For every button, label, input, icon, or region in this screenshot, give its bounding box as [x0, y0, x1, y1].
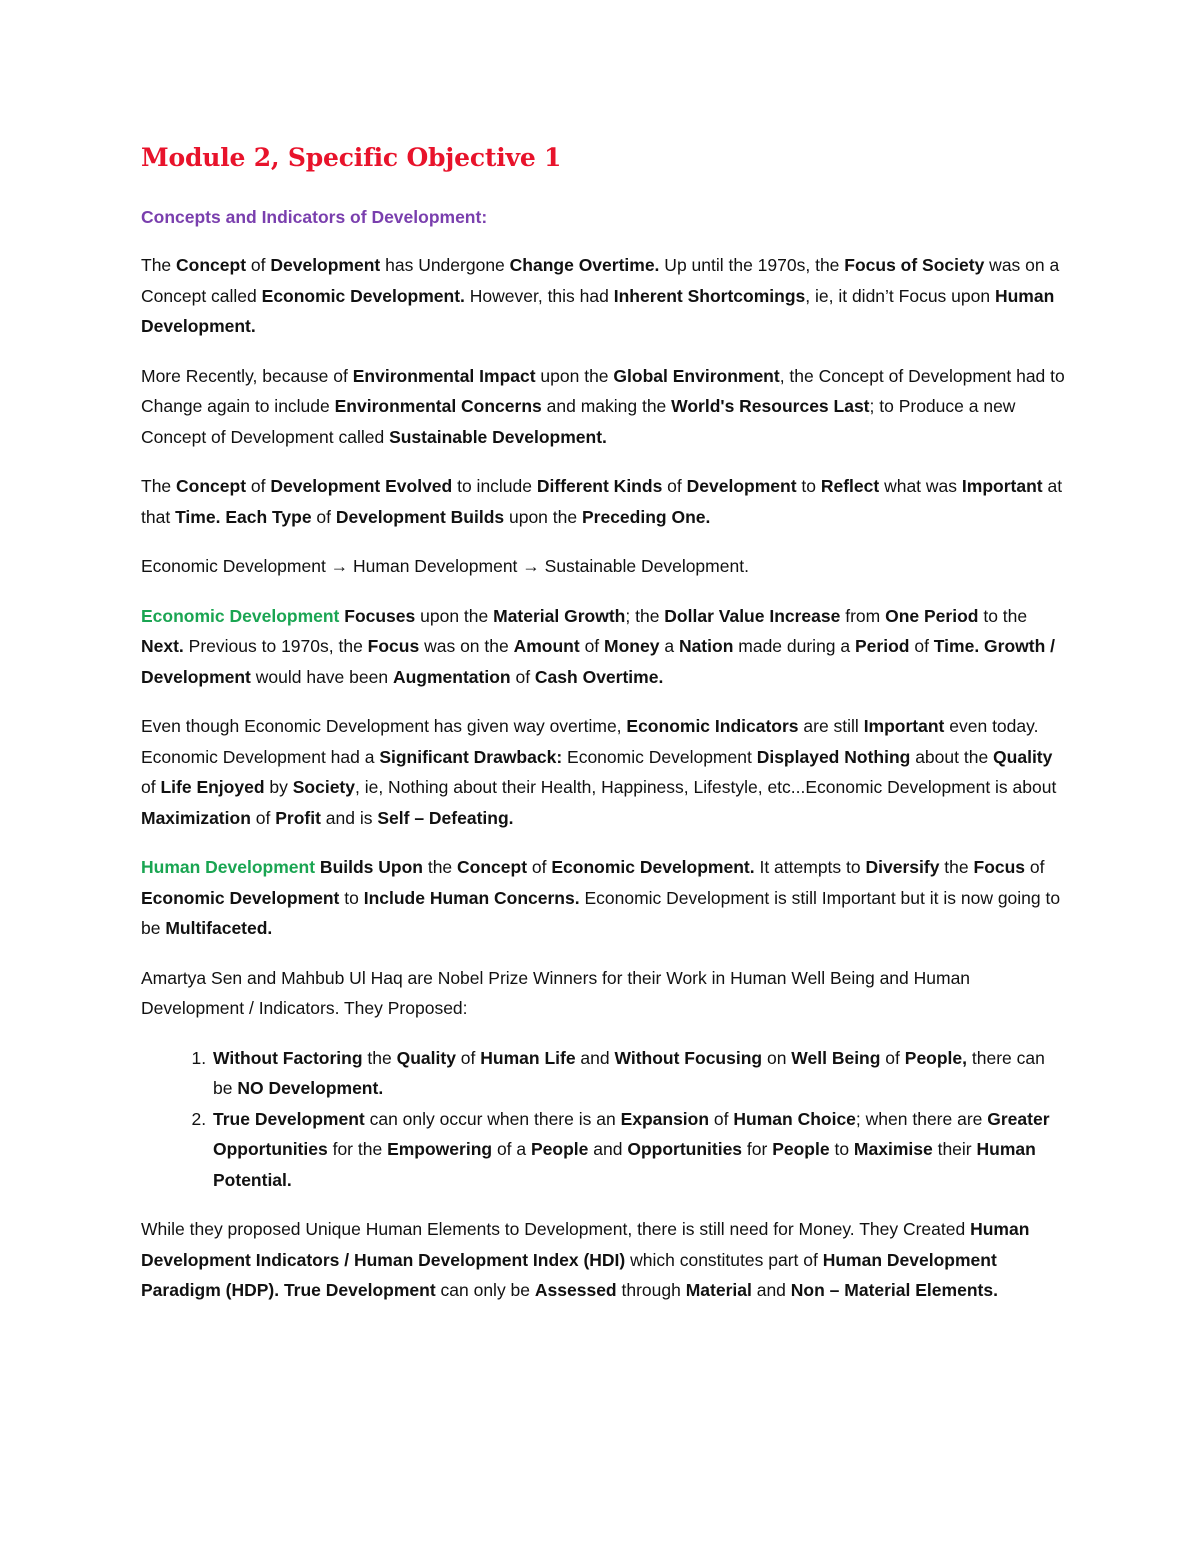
bold-term: Cash Overtime. [534, 666, 664, 687]
bold-term: Without Factoring [213, 1047, 363, 1068]
text-run: can only occur when there is an [364, 1108, 621, 1129]
bold-term: Economic Development. [261, 285, 465, 306]
text-run: to [829, 1139, 854, 1159]
text-run: of [141, 777, 161, 797]
bold-term: Dollar Value Increase [664, 605, 841, 626]
bold-term: Greater Opportunities [213, 1108, 1050, 1159]
text-run: of [455, 1047, 481, 1068]
text-run: their [932, 1139, 977, 1159]
text-run: what was [879, 476, 962, 496]
bold-term: Focuses [339, 605, 416, 626]
paragraph-economic-development [141, 601, 1066, 693]
bold-term: Different Kinds [536, 476, 663, 496]
text-run: The [141, 476, 177, 496]
bold-term: Inherent Shortcomings [613, 285, 806, 306]
text-run: for the [327, 1139, 388, 1159]
text-run: about the [910, 746, 994, 767]
bold-term: Environmental Concerns [334, 396, 542, 416]
text-run: and is [320, 807, 378, 828]
text-run: Economic Development [562, 746, 757, 767]
bold-term: Human Development Indicators / Human Development Index (HDI) [141, 1219, 1030, 1270]
text-run: of [880, 1047, 905, 1068]
bold-term: Focus of Society [844, 255, 985, 275]
text-run: Economic Development is still Important but it is now going to be [141, 887, 1061, 938]
bold-term: Without Focusing [614, 1047, 763, 1068]
bold-term: Time. Growth / Development [141, 636, 1056, 687]
text-run: the [939, 857, 974, 877]
bold-term: People [772, 1139, 830, 1159]
bold-term: Change Overtime. [509, 255, 660, 275]
bold-term: Important [863, 716, 945, 736]
text-run: , the Concept of Development had to Change again to include [141, 365, 1065, 416]
bold-term: Reflect [820, 476, 880, 496]
text-run: even today. Economic Development had a [141, 716, 1039, 767]
text-run: to [796, 476, 821, 496]
bold-term: Concept [176, 476, 247, 496]
bold-term: Development Evolved [270, 476, 453, 496]
text-run: the [422, 857, 458, 877]
text-run: and making the [541, 396, 672, 416]
bold-term: Economic Indicators [626, 716, 799, 736]
text-run: which constitutes part of [625, 1249, 823, 1270]
text-run: to [339, 887, 364, 908]
text-run: on [762, 1047, 792, 1068]
list-item [211, 1043, 1066, 1104]
text-run: The [141, 255, 177, 275]
text-run: of [662, 476, 687, 496]
bold-term: Economic Development. [551, 857, 755, 877]
text-run: through [616, 1280, 686, 1300]
text-run: at that [141, 476, 1063, 527]
text-run: However, this had [464, 285, 614, 306]
bold-term: Material [685, 1280, 752, 1300]
bold-term: Empowering [387, 1139, 493, 1159]
text-run: Even though Economic Development has given way overtime, [141, 716, 627, 736]
highlighted-term: Human Development [141, 857, 316, 877]
text-run: More Recently, because of [141, 365, 353, 386]
text-run: and [751, 1280, 791, 1300]
text-run: of [510, 666, 535, 687]
highlighted-term: Economic Development [141, 605, 340, 626]
text-run: for [742, 1139, 773, 1159]
bold-term: World's Resources Last [671, 396, 870, 416]
bold-term: Money [604, 636, 660, 656]
section-subheading: Concepts and Indicators of Development: [141, 207, 488, 227]
bold-term: Augmentation [392, 666, 511, 687]
text-run: of [311, 506, 336, 527]
text-run: upon the [504, 506, 582, 527]
bold-term: Well Being [791, 1047, 881, 1068]
bold-term: Maximise [853, 1139, 933, 1159]
paragraph-hdi [141, 1214, 1066, 1306]
text-run: to the [978, 605, 1028, 626]
bold-term: Human Development Paradigm (HDP). True Development [141, 1249, 997, 1300]
bold-term: Human Choice [733, 1108, 856, 1129]
bold-term: Time. Each Type [175, 506, 312, 527]
paragraph-development-evolved [141, 471, 1066, 532]
paragraph-economic-indicators [141, 711, 1066, 833]
document-page [141, 140, 1066, 1325]
paragraph-development-sequence [141, 551, 1066, 582]
text-run: Economic Development → Human Development → Sustainable Development. [141, 556, 749, 576]
bold-term: NO Development. [237, 1078, 384, 1098]
bold-term: Multifaceted. [165, 918, 273, 938]
bold-term: Human Potential. [213, 1139, 1036, 1190]
bold-term: Builds Upon [315, 857, 423, 877]
text-run: of [909, 636, 934, 656]
text-run: by [264, 777, 293, 797]
text-run: of [250, 807, 276, 828]
bold-term: Maximization [141, 807, 251, 828]
paragraph-concept-of-development [141, 250, 1066, 342]
paragraph-nobel-winners [141, 963, 1066, 1024]
text-run: ; the [625, 605, 665, 626]
bold-term: Human Life [480, 1047, 576, 1068]
text-run: of [579, 636, 605, 656]
text-run: ; to Produce a new Concept of Development called [141, 396, 1016, 447]
bold-term: Expansion [620, 1108, 710, 1129]
bold-term: Nation [678, 636, 734, 656]
bold-term: Self – Defeating. [377, 807, 514, 828]
bold-term: Focus [973, 857, 1026, 877]
bold-term: Environmental Impact [352, 365, 536, 386]
text-run: and [588, 1139, 628, 1159]
bold-term: Amount [513, 636, 580, 656]
text-run: would have been [250, 666, 393, 687]
text-run: there can be [213, 1047, 1045, 1098]
bold-term: Human Development. [141, 285, 1055, 336]
bold-term: Next. [141, 636, 184, 656]
bold-term: Diversify [865, 857, 940, 877]
bold-term: Society [292, 777, 355, 797]
text-run: , ie, it didn’t Focus upon [805, 285, 995, 306]
bold-term: People, [904, 1047, 968, 1068]
text-run: It attempts to [754, 857, 866, 877]
bold-term: Global Environment [613, 365, 780, 386]
bold-term: Quality [993, 746, 1053, 767]
text-run: Amartya Sen and Mahbub Ul Haq are Nobel Prize Winners for their Work in Human Well Being and Human Development / Indicators. They Proposed: [141, 967, 971, 1018]
text-run: of [709, 1108, 734, 1129]
bold-term: Significant Drawback: [379, 746, 563, 767]
text-run: and [575, 1047, 615, 1068]
bold-term: Important [961, 476, 1043, 496]
paragraph-human-development [141, 852, 1066, 944]
text-run: upon the [535, 365, 614, 386]
text-run: of [246, 255, 271, 275]
bold-term: Material Growth [493, 605, 626, 626]
bold-term: Period [855, 636, 910, 656]
bold-term: Focus [367, 636, 420, 656]
text-run: can only be [435, 1280, 535, 1300]
bold-term: Concept [176, 255, 247, 275]
text-run: a [659, 636, 679, 656]
text-run: While they proposed Unique Human Elements to Development, there is still need for Money. They Created [141, 1219, 971, 1239]
bold-term: People [531, 1139, 589, 1159]
text-run: ; when there are [855, 1108, 988, 1129]
text-run: are still [798, 716, 864, 736]
text-run: of a [492, 1139, 531, 1159]
text-run: of [1025, 857, 1045, 877]
bold-term: Economic Development [141, 887, 340, 908]
bold-term: Preceding One. [581, 506, 711, 527]
text-run: was on the [419, 636, 514, 656]
paragraph-sustainable-development [141, 361, 1066, 453]
bold-term: Development Builds [335, 506, 505, 527]
bold-term: Opportunities [627, 1139, 743, 1159]
bold-term: Profit [275, 807, 321, 828]
bold-term: Concept [457, 857, 528, 877]
text-run: Up until the 1970s, the [659, 255, 845, 275]
text-run: of [246, 476, 271, 496]
text-run: upon the [415, 605, 494, 626]
bold-term: Life Enjoyed [160, 777, 265, 797]
text-run: from [840, 605, 886, 626]
bold-term: Assessed [534, 1280, 617, 1300]
bold-term: True Development [213, 1108, 365, 1129]
text-run: made during a [733, 636, 855, 656]
bold-term: Sustainable Development. [389, 426, 607, 447]
bold-term: Development [686, 476, 797, 496]
bold-term: Include Human Concerns. [363, 887, 580, 908]
text-run: , ie, Nothing about their Health, Happiness, Lifestyle, etc...Economic Development is about [354, 777, 1057, 797]
text-run: to include [452, 476, 537, 496]
bold-term: Displayed Nothing [756, 746, 911, 767]
bold-term: One Period [885, 605, 979, 626]
text-run: was on a Concept called [141, 255, 1060, 306]
bold-term: Quality [396, 1047, 456, 1068]
bold-term: Non – Material Elements. [790, 1280, 998, 1300]
text-run: of [527, 857, 552, 877]
text-run: Previous to 1970s, the [183, 636, 368, 656]
text-run: has Undergone [380, 255, 510, 275]
page-title: Module 2, Specific Objective 1 [141, 143, 562, 172]
text-run: the [362, 1047, 397, 1068]
proposals-list [141, 1043, 1066, 1196]
bold-term: Development [270, 255, 381, 275]
list-item [211, 1104, 1066, 1196]
